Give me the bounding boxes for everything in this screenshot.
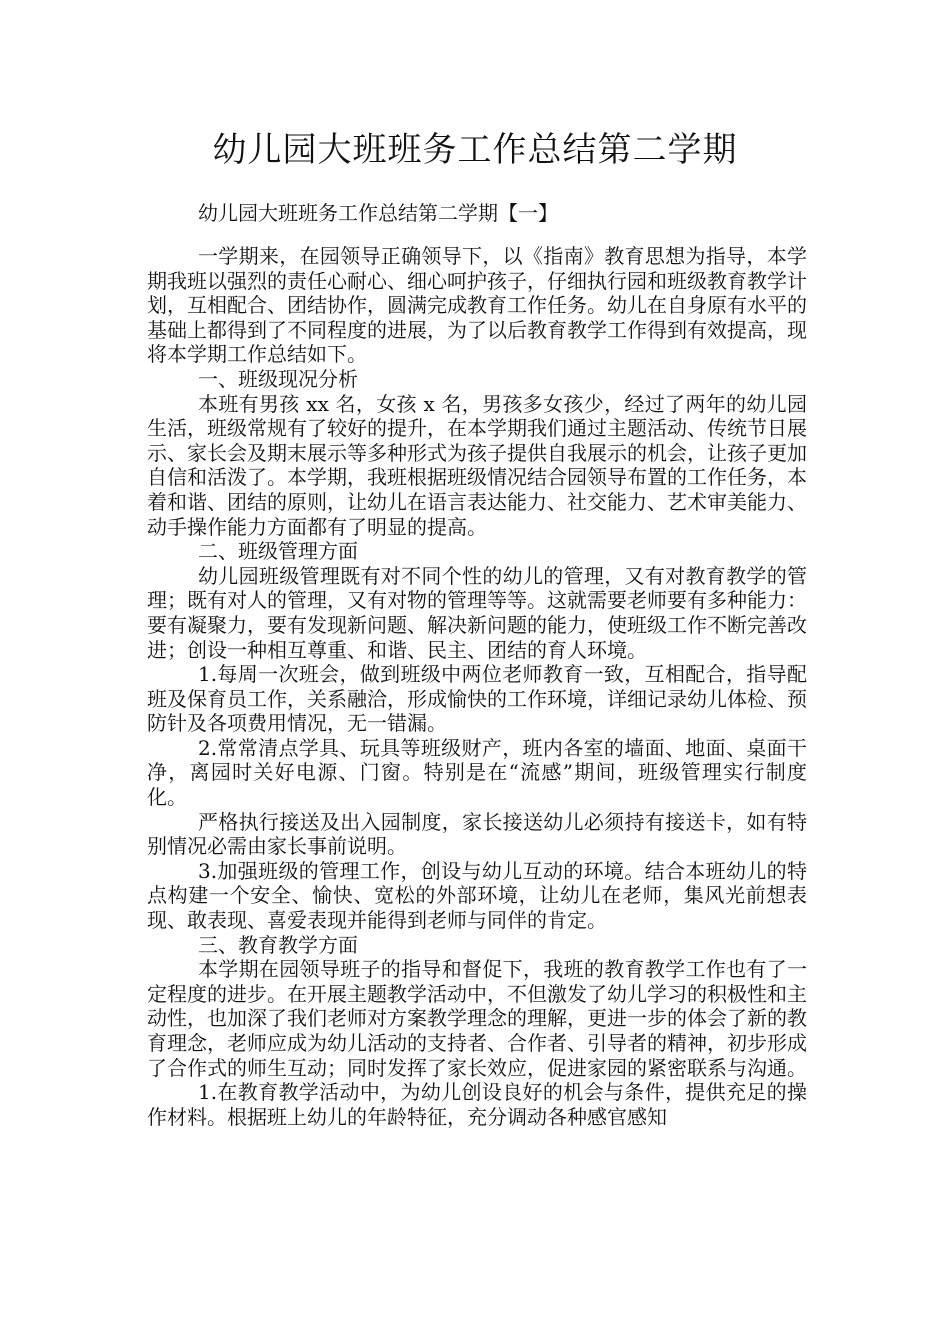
paragraph-pickup-rules: 严格执行接送及出入园制度，家长接送幼儿必须持有接送卡，如有特别情况必需由家长事前说明。 — [147, 809, 807, 859]
document-subtitle: 幼儿园大班班务工作总结第二学期【一】 — [198, 201, 558, 225]
document-title: 幼儿园大班班务工作总结第二学期 — [212, 130, 738, 170]
paragraph-management-item-1: 1.每周一次班会，做到班级中两位老师教育一致，互相配合，指导配班及保育员工作，关系融洽，形成愉快的工作环境，详细记录幼儿体检、预防针及各项费用情况，无一错漏。 — [147, 662, 807, 736]
paragraph-intro: 一学期来，在园领导正确领导下，以《指南》教育思想为指导，本学期我班以强烈的责任心耐心、细心呵护孩子，仔细执行园和班级教育教学计划，互相配合、团结协作，圆满完成教育工作任务。幼儿在自身原有水平的基础上都得到了不同程度的进展，为了以后教育教学工作得到有效提高，现将本学期工作总结如下。 — [147, 244, 807, 367]
paragraph-teaching-item-1: 1.在教育教学活动中，为幼儿创设良好的机会与条件，提供充足的操作材料。根据班上幼儿的年龄特征，充分调动各种感官感知 — [147, 1080, 807, 1129]
section-heading-teaching: 三、教育教学方面 — [198, 932, 358, 957]
document-body — [147, 244, 807, 1129]
section-heading-class-management: 二、班级管理方面 — [198, 539, 358, 564]
paragraph-management-item-2: 2.常常清点学具、玩具等班级财产，班内各室的墙面、地面、桌面干净，离园时关好电源、门窗。特别是在“流感”期间，班级管理实行制度化。 — [147, 735, 807, 810]
paragraph-management-item-3: 3.加强班级的管理工作，创设与幼儿互动的环境。结合本班幼儿的特点构建一个安全、愉快、宽松的外部环境，让幼儿在老师，集风光前想表现、敢表现、喜爱表现并能得到老师与同伴的肯定。 — [147, 858, 807, 933]
paragraph-class-status: 本班有男孩 xx 名，女孩 x 名，男孩多女孩少，经过了两年的幼儿园生活，班级常规有了较好的提升，在本学期我们通过主题活动、传统节日展示、家长会及期末展示等多种形式为孩子提供自我展示的机会，让孩子更加自信和活泼了。本学期，我班根据班级情况结合园领导布置的工作任务，本着和谐、团结的原则，让幼儿在语言表达能力、社交能力、艺术审美能力、动手操作能力方面都有了明显的提高。 — [147, 391, 807, 539]
section-heading-class-status: 一、班级现况分析 — [198, 366, 358, 391]
paragraph-class-management: 幼儿园班级管理既有对不同个性的幼儿的管理，又有对教育教学的管理；既有对人的管理，又有对物的管理等等。这就需要老师要有多种能力：要有凝聚力，要有发现新问题、解决新问题的能力，使班级工作不断完善改进；创设一种相互尊重、和谐、民主、团结的育人环境。 — [147, 563, 807, 662]
paragraph-teaching: 本学期在园领导班子的指导和督促下，我班的教育教学工作也有了一定程度的进步。在开展主题教学活动中，不但激发了幼儿学习的积极性和主动性，也加深了我们老师对方案教学理念的理解，更进一步的体会了新的教育理念，老师应成为幼儿活动的支持者、合作者、引导者的精神，初步形成了合作式的师生互动；同时发挥了家长效应，促进家园的紧密联系与沟通。 — [147, 957, 807, 1080]
